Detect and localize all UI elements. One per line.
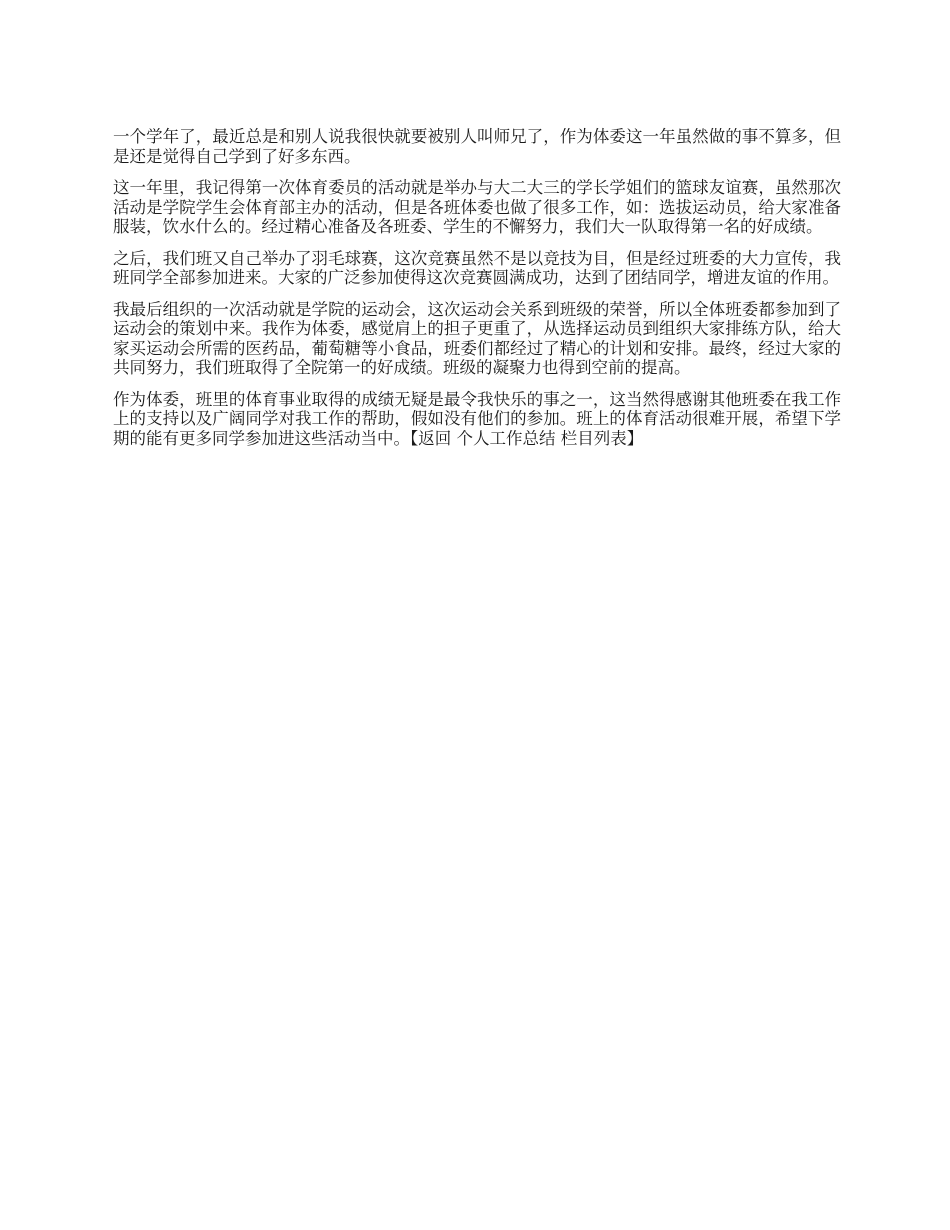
paragraph-5: 作为体委，班里的体育事业取得的成绩无疑是最令我快乐的事之一，这当然得感谢其他班委在我工作上的支持以及广阔同学对我工作的帮助，假如没有他们的参加。班上的体育活动很难开展，希望下学期的能有更多同学参加进这些活动当中。【返回 个人工作总结 栏目列表】 bbox=[113, 389, 841, 448]
paragraph-1: 一个学年了，最近总是和别人说我很快就要被别人叫师兄了，作为体委这一年虽然做的事不算多，但是还是觉得自己学到了好多东西。 bbox=[113, 127, 841, 166]
paragraph-4: 我最后组织的一次活动就是学院的运动会，这次运动会关系到班级的荣誉，所以全体班委都参加到了运动会的策划中来。我作为体委，感觉肩上的担子更重了，从选择运动员到组织大家排练方队，给大家买运动会所需的医药品，葡萄糖等小食品，班委们都经过了精心的计划和安排。最终，经过大家的共同努力，我们班取得了全院第一的好成绩。班级的凝聚力也得到空前的提高。 bbox=[113, 299, 841, 377]
paragraph-2: 这一年里，我记得第一次体育委员的活动就是举办与大二大三的学长学姐们的篮球友谊赛，虽然那次活动是学院学生会体育部主办的活动，但是各班体委也做了很多工作，如：选拔运动员，给大家准备服装，饮水什么的。经过精心准备及各班委、学生的不懈努力，我们大一队取得第一名的好成绩。 bbox=[113, 178, 841, 236]
paragraph-3: 之后，我们班又自己举办了羽毛球赛，这次竞赛虽然不是以竞技为目，但是经过班委的大力宣传，我班同学全部参加进来。大家的广泛参加使得这次竞赛圆满成功，达到了团结同学，增进友谊的作用。 bbox=[113, 248, 841, 287]
document-body bbox=[113, 127, 841, 460]
